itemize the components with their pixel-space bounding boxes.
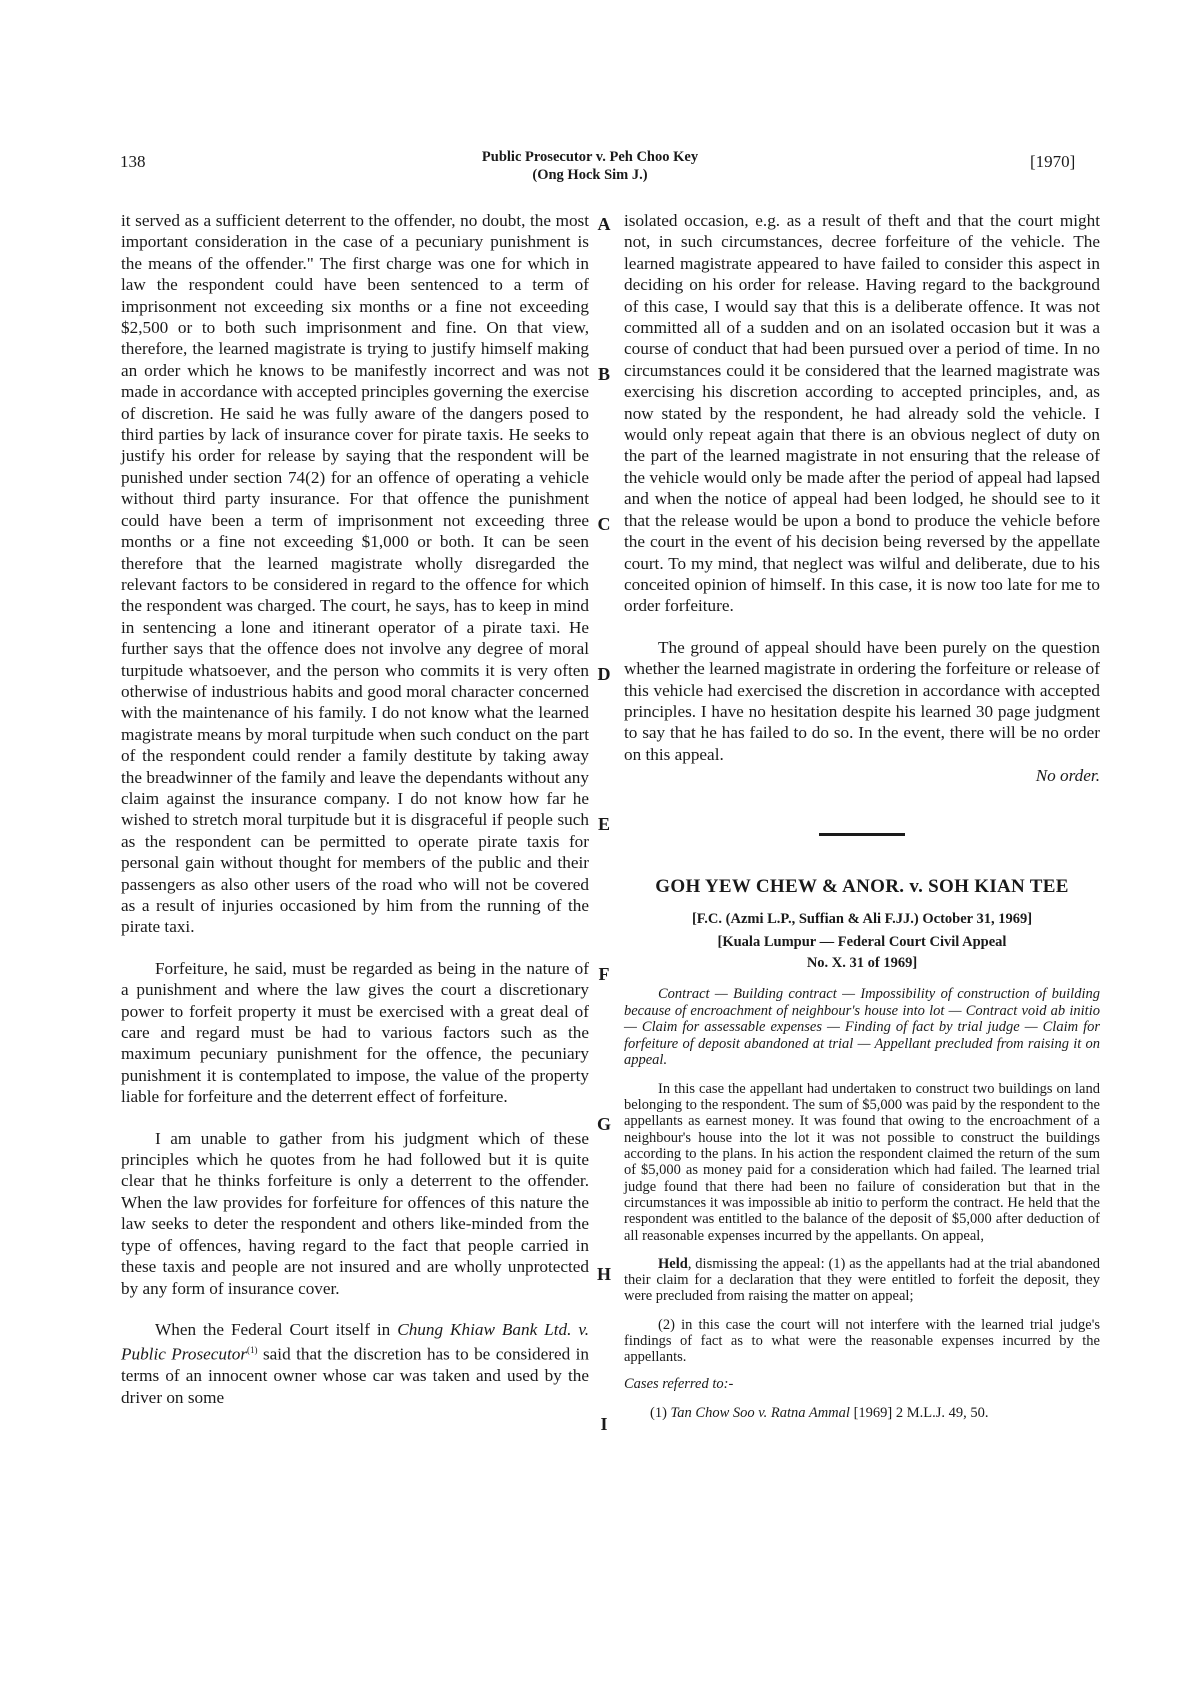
margin-letter: G <box>596 1114 611 1134</box>
holding-2: (2) in this case the court will not interfere with the learned trial judge's findings of fact as to what were the reasonable expenses incurred by the appellants. <box>624 1316 1100 1366</box>
margin-letter: E <box>597 814 610 834</box>
paragraph: it served as a sufficient deterrent to the offender, no doubt, the most important consideration in the case of a pecuniary punishment is the means of the offender." The first charge was one for which in law the respondent could have been sentenced to a term of imprisonment not exceeding six months or a fine not exceeding $2,500 or to both such imprisonment and fine. On that view, therefore, the learned magistrate is trying to justify himself making an order which he knows to be manifestly incorrect and was not made in accordance with accepted principles governing the exercise of discretion. He said he was fully aware of the dangers posed to third parties by lack of insurance cover for pirate taxis. He seeks to justify his order for release by saying that the respondent will be punished under section 74(2) for an offence of operating a vehicle without third party insurance. For that offence the punishment could have been a term of imprisonment not exceeding three months or a fine not exceeding $1,000 or both. It can be seen therefore that the learned magistrate wholly disregarded the relevant factors to be considered in regard to the offence for which the respondent was charged. The court, he says, has to keep in mind in sentencing a lone and itinerant operator of a pirate taxi. He further says that the offence does not involve any degree of moral turpitude whatsoever, and the person who commits it is very often otherwise of industrious habits and good moral character concerned with the maintenance of his family. I do not know what the learned magistrate means by moral turpitude when such conduct on the part of the respondent could render a family destitute by taking away the breadwinner of the family and leave the dependants without any claim against the insurance company. I do not know how far he wished to stretch moral turpitude but it is disgraceful if people such as the respondent can be permitted to operate pirate taxis for personal gain without thought for members of the public and their passengers as also other users of the road who will not be covered as a result of injuries occasioned by him from the running of the pirate taxi. <box>121 211 589 937</box>
paragraph: The ground of appeal should have been purely on the question whether the learned magistrate in ordering the forfeiture or release of this vehicle had exercised the discretion in accordance with accepted principles. I have no hesitation despite his learned 30 page judgment to say that he has failed to do so. In the event, there will be no order on this appeal. <box>624 637 1100 764</box>
margin-letter: I <box>600 1414 608 1434</box>
citation <box>624 1403 1100 1424</box>
paragraph: Forfeiture, he said, must be regarded as being in the nature of a punishment and where the law gives the court a discretionary power to forfeit property it must be exercised with a great deal of care and regard must be had to various factors such as the maximum pecuniary punishment for the offence, the pecuniary punishment it is contemplated to impose, the value of the property liable for forfeiture and the deterrent effect of forfeiture. <box>121 958 589 1107</box>
footnote-ref: (1) <box>247 1345 258 1356</box>
margin-letter: B <box>597 364 610 384</box>
disposal: No order. <box>1035 766 1100 786</box>
case-name: Tan Chow Soo v. Ratna Ammal <box>670 1405 850 1422</box>
margin-letter: D <box>597 664 611 684</box>
section-divider <box>819 833 905 836</box>
text-run: , dismissing the appeal: (1) as the appellants had at the trial abandoned their claim for a declaration that they were entitled to forfeit the deposit, they were precluded from raising the matter on appeal; <box>624 1255 1100 1305</box>
volume-year: [1970] <box>1030 152 1076 171</box>
right-column <box>624 210 1100 1424</box>
text-run: (1) <box>650 1405 671 1422</box>
paragraph <box>121 1319 589 1408</box>
margin-letter: A <box>597 214 611 234</box>
cases-referred-label: Cases referred to:- <box>624 1375 734 1392</box>
left-column <box>121 210 589 1408</box>
court-line: No. X. 31 of 1969] <box>806 955 918 972</box>
text-run: [1969] 2 M.L.J. 49, 50. <box>849 1405 989 1422</box>
case-title: GOH YEW CHEW & ANOR. v. SOH KIAN TEE <box>655 875 1069 897</box>
page-number: 138 <box>120 152 146 171</box>
paragraph: isolated occasion, e.g. as a result of theft and that the court might not, in such circumstances, decree forfeiture of the vehicle. The learned magistrate appeared to have failed to consider this aspect in deciding on his order for release. Having regard to the background of this case, I would say that this is a deliberate offence. It was not committed all of a sudden and on an isolated occasion but it was a course of conduct that had been pursued over a period of time. In no circumstances could it be considered that the learned magistrate was exercising his discretion according to accepted principles, and, as now stated by the respondent, he had already sold the vehicle. I would only repeat again that there is an obvious neglect of duty on the part of the learned magistrate in not ensuring that the release of the vehicle would only be made after the period of appeal had lapsed and when the notice of appeal had been lodged, he should see to it that the release would be upon a bond to produce the vehicle before the court in the event of his decision being reversed by the appellate court. To my mind, that neglect was wilful and deliberate, due to his conceited opinion of himself. In this case, it is now too late for me to order forfeiture. <box>624 211 1100 616</box>
catchwords: Contract — Building contract — Impossibility of construction of building because of encroachment of neighbour's house into lot — Contract void ab initio — Claim for assessable expenses — Finding of fact by trial judge — Claim for forfeiture of deposit abandoned at trial — Appellant precluded from raising it on appeal. <box>624 986 1100 1069</box>
headnote: In this case the appellant had undertaken to construct two buildings on land belonging to the respondent. The sum of $5,000 was paid by the respondent to the appellants as earnest money. It was found that owing to the encroachment of a neighbour's house into the lot it was not possible to construct the buildings according to the plans. In his action the respondent claimed the return of the sum of $5,000 as money paid for a consideration which had failed. The learned trial judge found that there had been no failure of consideration but that in the circumstances it was impossible ab initio to perform the contract. He held that the respondent was entitled to the balance of the deposit of $5,000 after deduction of all reasonable expenses incurred by the appellants. On appeal, <box>624 1080 1100 1244</box>
running-head-judge: (Ong Hock Sim J.) <box>532 167 648 183</box>
held-label: Held <box>658 1255 688 1272</box>
paragraph: I am unable to gather from his judgment which of these principles which he quotes from he had followed but it is quite clear that he thinks forfeiture is only a deterrent to the offender. When the law provides for forfeiture for offences of this nature the law seeks to deter the respondent and others like-minded from the type of offences, having regard to the fact that people carried in these taxis and people are not insured and are wholly unprotected by any form of insurance cover. <box>121 1128 589 1298</box>
court-line: [Kuala Lumpur — Federal Court Civil Appeal <box>717 934 1007 951</box>
case-name: Chung Khiaw Bank Ltd. v. Public Prosecutor <box>121 1319 589 1365</box>
holding-1 <box>624 1256 1100 1305</box>
margin-letter: H <box>596 1264 611 1284</box>
running-head-case: Public Prosecutor v. Peh Choo Key <box>481 149 699 165</box>
margin-letter: F <box>598 964 610 984</box>
coram-line: [F.C. (Azmi L.P., Suffian & Ali F.JJ.) October 31, 1969] <box>691 910 1033 927</box>
text-run: said that the discretion has to be considered in terms of an innocent owner whose car was taken and used by the driver on some <box>121 1345 589 1407</box>
margin-letter: C <box>597 514 611 534</box>
text-run: When the Federal Court itself in <box>155 1319 398 1339</box>
